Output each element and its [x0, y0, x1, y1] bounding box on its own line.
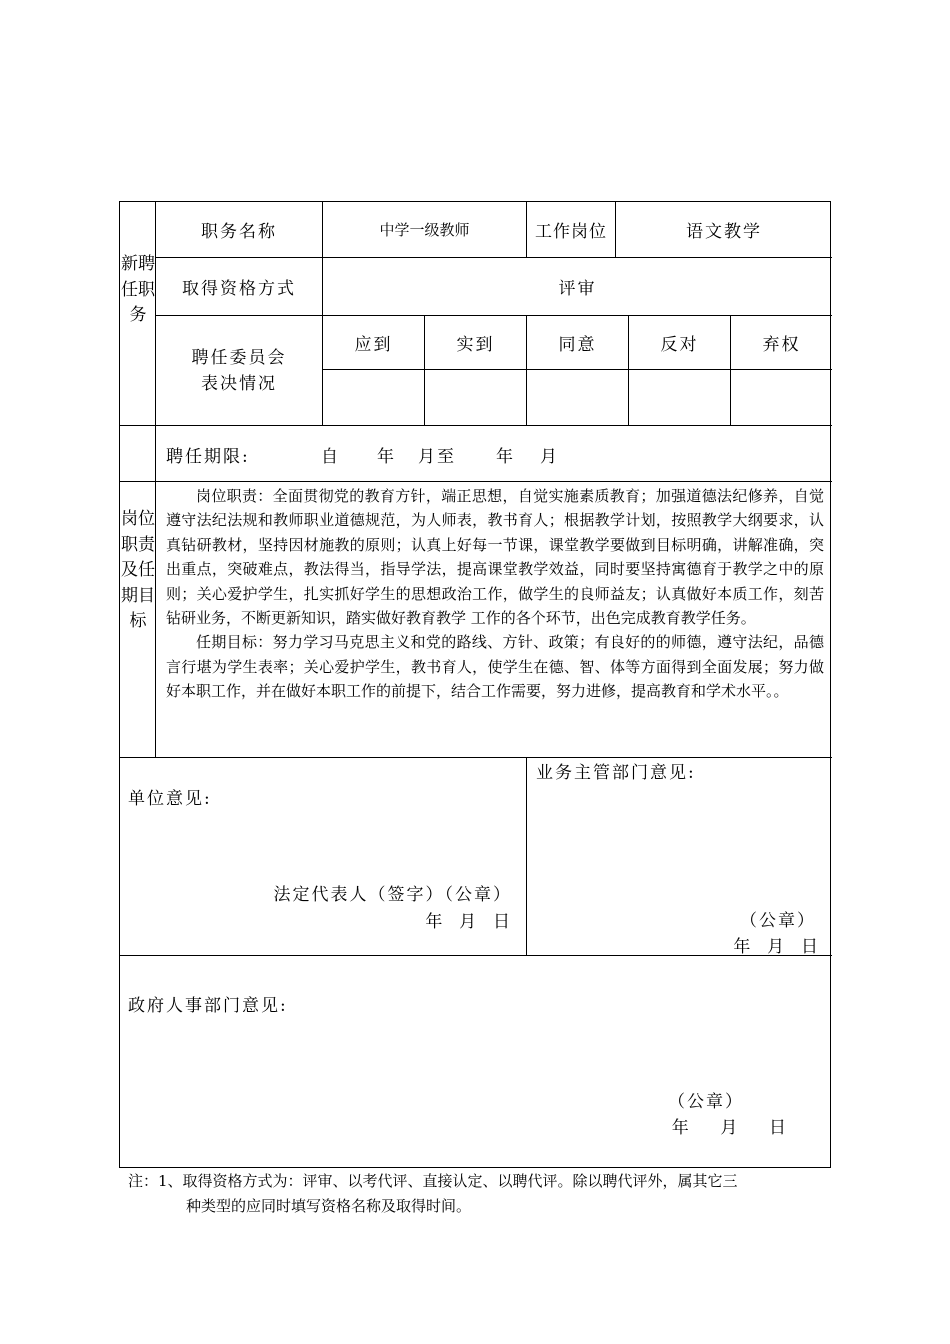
vote-header-abstain: 弃权	[762, 335, 801, 355]
vote-count-expected[interactable]	[323, 370, 424, 425]
vote-count-abstain[interactable]	[731, 370, 832, 425]
vote-label	[156, 316, 322, 425]
footnote-line2: 种类型的应同时填写资格名称及取得时间。	[186, 1197, 472, 1215]
gov-seal: （公章）	[668, 1092, 744, 1112]
dept-seal: （公章）	[740, 911, 816, 931]
duties-text	[166, 484, 824, 704]
vote-header-oppose: 反对	[660, 335, 699, 355]
unit-date: 年 月 日	[425, 912, 512, 932]
term-row	[156, 426, 832, 481]
vote-label-line2: 表决情况	[201, 373, 277, 394]
work-position-label: 工作岗位	[535, 222, 607, 242]
qualification-method-value: 评审	[558, 279, 597, 299]
vote-count-present[interactable]	[425, 370, 526, 425]
work-position-value: 语文教学	[686, 222, 762, 242]
post-name-value: 中学一级教师	[379, 221, 470, 239]
term-from: 自	[321, 447, 340, 467]
duties-paragraph: 岗位职责：全面贯彻党的教育方针，端正思想，自觉实施素质教育；加强道德法纪修养，自觉遵守法纪法规和教师职业道德规范，为人师表，教书育人；根据教学计划，按照教学大纲要求，认真钻研教材，坚持因材施教的原则；认真上好每一节课，课堂教学要做到目标明确，讲解准确，突出重点，突破难点，教法得当，指导学法，提高课堂教学效益，同时要坚持寓德育于教学之中的原则；关心爱护学生，扎实抓好学生的思想政治工作，做学生的良师益友；认真做好本质工作，刻苦钻研业务，不断更新知识，踏实做好教育教学 工作的各个环节，出色完成教育教学任务。	[166, 487, 824, 628]
vote-header-expected: 应到	[354, 335, 393, 355]
unit-signature-line: 法定代表人（签字）（公章）	[273, 885, 512, 905]
term-year1: 年	[377, 447, 396, 467]
term-year2: 年	[496, 447, 515, 467]
footnote-line1: 注：1、取得资格方式为：评审、以考代评、直接认定、以聘代评。除以聘代评外，属其它三	[128, 1172, 738, 1190]
term-month2: 月	[540, 447, 559, 467]
vote-header-present: 实到	[456, 335, 495, 355]
goals-paragraph: 任期目标：努力学习马克思主义和党的路线、方针、政策；有良好的的师德，遵守法纪，品德言行堪为学生表率；关心爱护学生，教书育人，使学生在德、智、体等方面得到全面发展；努力做好本职工作，并在做好本职工作的前提下，结合工作需要，努力进修，提高教育和学术水平。。	[166, 633, 824, 701]
gov-date: 年 月 日	[671, 1118, 788, 1138]
vote-count-agree[interactable]	[527, 370, 628, 425]
unit-opinion-label: 单位意见:	[128, 789, 212, 809]
section-label-new-post: 新聘任职务	[121, 254, 155, 325]
vote-count-oppose[interactable]	[629, 370, 730, 425]
qualification-method-label: 取得资格方式	[182, 279, 296, 299]
gov-opinion-label: 政府人事部门意见:	[128, 996, 288, 1016]
dept-date: 年 月 日	[733, 937, 820, 957]
term-label: 聘任期限:	[166, 447, 250, 467]
dept-opinion-label: 业务主管部门意见:	[536, 763, 696, 783]
post-name-label: 职务名称	[201, 222, 277, 242]
appointment-form-table	[119, 201, 831, 1168]
vote-label-line1: 聘任委员会	[191, 347, 287, 368]
vote-header-agree: 同意	[558, 335, 597, 355]
section-label-duties: 岗位职责及任期目标	[121, 509, 155, 631]
term-month-to: 月至	[418, 447, 456, 467]
